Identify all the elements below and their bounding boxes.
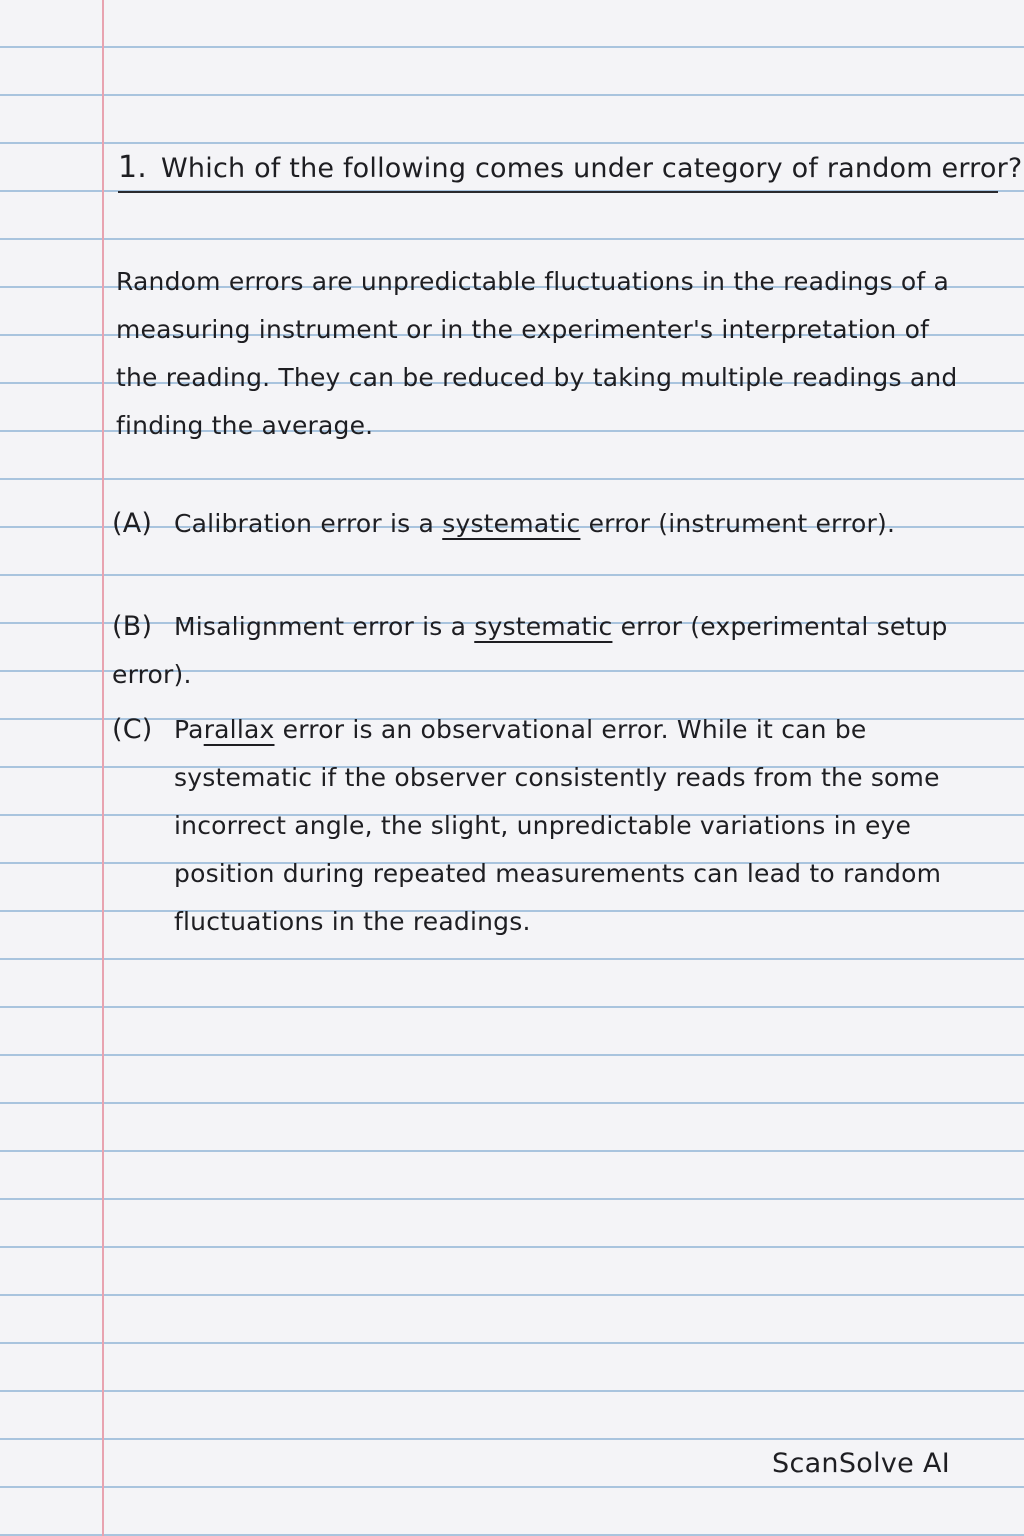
question-number: 1. xyxy=(118,150,148,185)
brand-signature: ScanSolve AI xyxy=(772,1448,951,1479)
option-c-label: (C) xyxy=(112,714,153,745)
option-b-emphasis: systematic xyxy=(474,612,613,641)
option-a-text-after: error (instrument error). xyxy=(580,509,896,538)
option-b-text-before: Misalignment error is a xyxy=(174,612,475,641)
option-a-emphasis: systematic xyxy=(442,509,581,538)
option-a-label: (A) xyxy=(112,508,153,539)
option-c-text-after: error is an observational error. While it can be systematic if the observer consistently reads from the some incorrect angle, the slight, unpredictable variations in eye position during repeated measurements can lead to random fluctuations in the readings. xyxy=(174,715,942,936)
option-c-text-before: Pa xyxy=(174,715,204,744)
margin-line xyxy=(102,0,104,1536)
question-heading xyxy=(118,148,1023,193)
option-c-body xyxy=(174,706,1004,946)
option-b xyxy=(112,603,1012,699)
option-a xyxy=(112,500,1012,548)
option-b-text-after: error (experimental setup error). xyxy=(112,612,948,689)
option-c-emphasis: rallax xyxy=(203,715,275,744)
option-a-text-before: Calibration error is a xyxy=(174,509,443,538)
question-text: Which of the following comes under category of random error? xyxy=(161,153,1023,184)
option-c xyxy=(112,706,1012,946)
option-b-label: (B) xyxy=(112,611,153,642)
intro-paragraph: Random errors are unpredictable fluctuations in the readings of a measuring instrument or in the experimenter's interpretation of the reading. They can be reduced by taking multiple readings and finding the average. xyxy=(116,267,958,440)
